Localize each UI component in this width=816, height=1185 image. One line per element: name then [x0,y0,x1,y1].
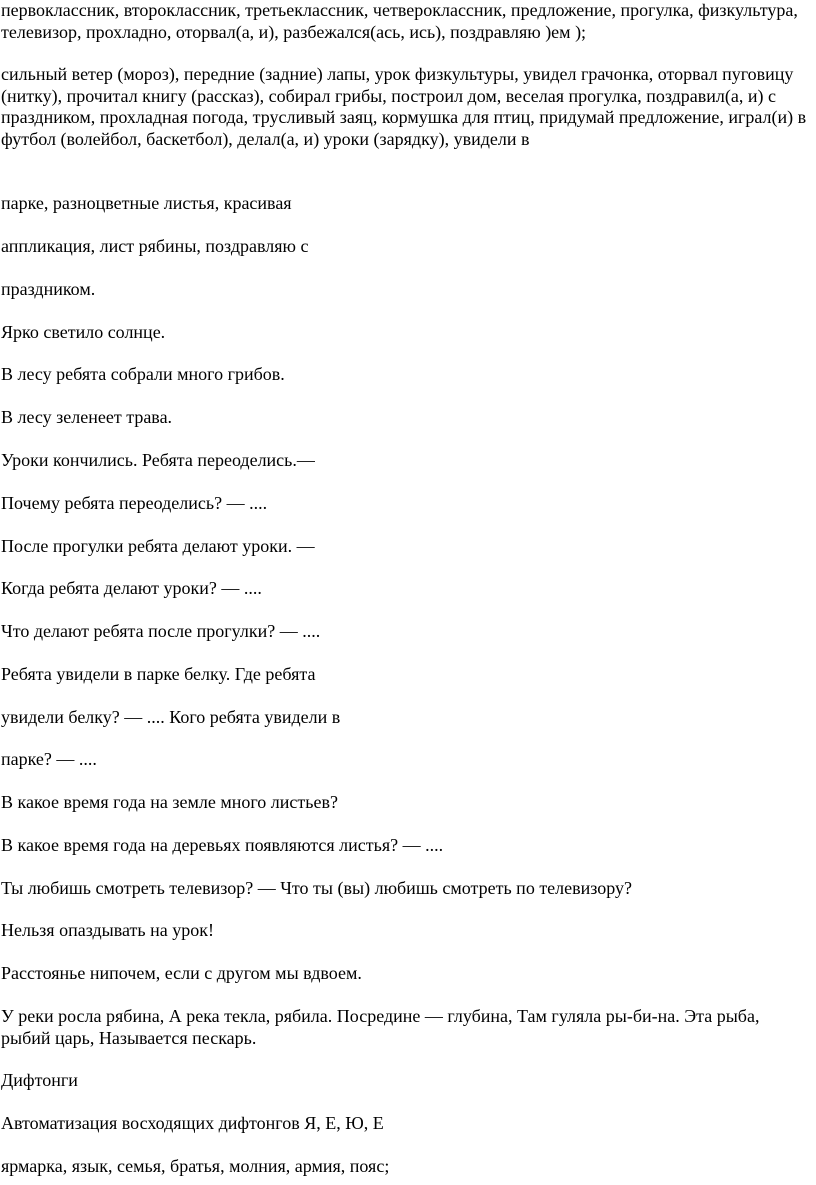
sentence-3: В лесу зеленеет трава. [1,407,173,427]
sentence-1: Ярко светило солнце. [1,322,166,342]
word-list-final: ярмарка, язык, семья, братья, молния, армия, пояс; [1,1156,390,1176]
question-7: В какое время года на деревьях появляются листья? — .... [1,835,444,855]
sentence-7: Нельзя опаздывать на урок! [1,920,214,940]
heading-automation: Автоматизация восходящих дифтонгов Я, Е, Ю, Е [1,1113,384,1133]
paragraph-word-list-1: первоклассник, второклассник, третьеклассник, четвероклассник, предложение, прогулка, физкультура, телевизор, прохладно, оторвал(а, и), разбежался(ась, ись), поздравляю )ем ); [1,0,798,42]
question-2: Когда ребята делают уроки? — .... [1,578,262,598]
question-8: Ты любишь смотреть телевизор? — Что ты (вы) любишь смотреть по телевизору? [1,878,633,898]
paragraph-line-5: праздником. [1,279,96,299]
sentence-2: В лесу ребята собрали много грибов. [1,364,285,384]
sentence-5: После прогулки ребята делают уроки. — [1,536,315,556]
heading-diphthongs: Дифтонги [1,1070,78,1090]
paragraph-line-3: парке, разноцветные листья, красивая [1,193,292,213]
sentence-4: Уроки кончились. Ребята переоделись.— [1,450,315,470]
sentence-8: Расстоянье нипочем, если с другом мы вдвоем. [1,963,362,983]
poem: У реки росла рябина, А река текла, рябила. Посредине — глубина, Там гуляла ры-би-на. Эта рыба, рыбий царь, Называется пескарь. [1,1006,760,1048]
question-5: парке? — .... [1,749,97,769]
paragraph-word-list-2: сильный ветер (мороз), передние (задние) лапы, урок физкультуры, увидел грачонка, оторвал пуговицу (нитку), прочитал книгу (рассказ), собирал грибы, построил дом, веселая прогулка, поздравил(а, и) с праздником, прохладная погода, трусливый заяц, кормушка для птиц, придумай предложение, играл(и) в футбол (волейбол, баскетбол), делал(а, и) уроки (зарядку), увидели в [1,64,807,149]
question-3: Что делают ребята после прогулки? — .... [1,621,321,641]
question-6: В какое время года на земле много листьев? [1,792,338,812]
question-4: увидели белку? — .... Кого ребята увидели в [1,707,341,727]
paragraph-line-4: аппликация, лист рябины, поздравляю с [1,236,309,256]
question-1: Почему ребята переоделись? — .... [1,493,268,513]
sentence-6: Ребята увидели в парке белку. Где ребята [1,664,316,684]
